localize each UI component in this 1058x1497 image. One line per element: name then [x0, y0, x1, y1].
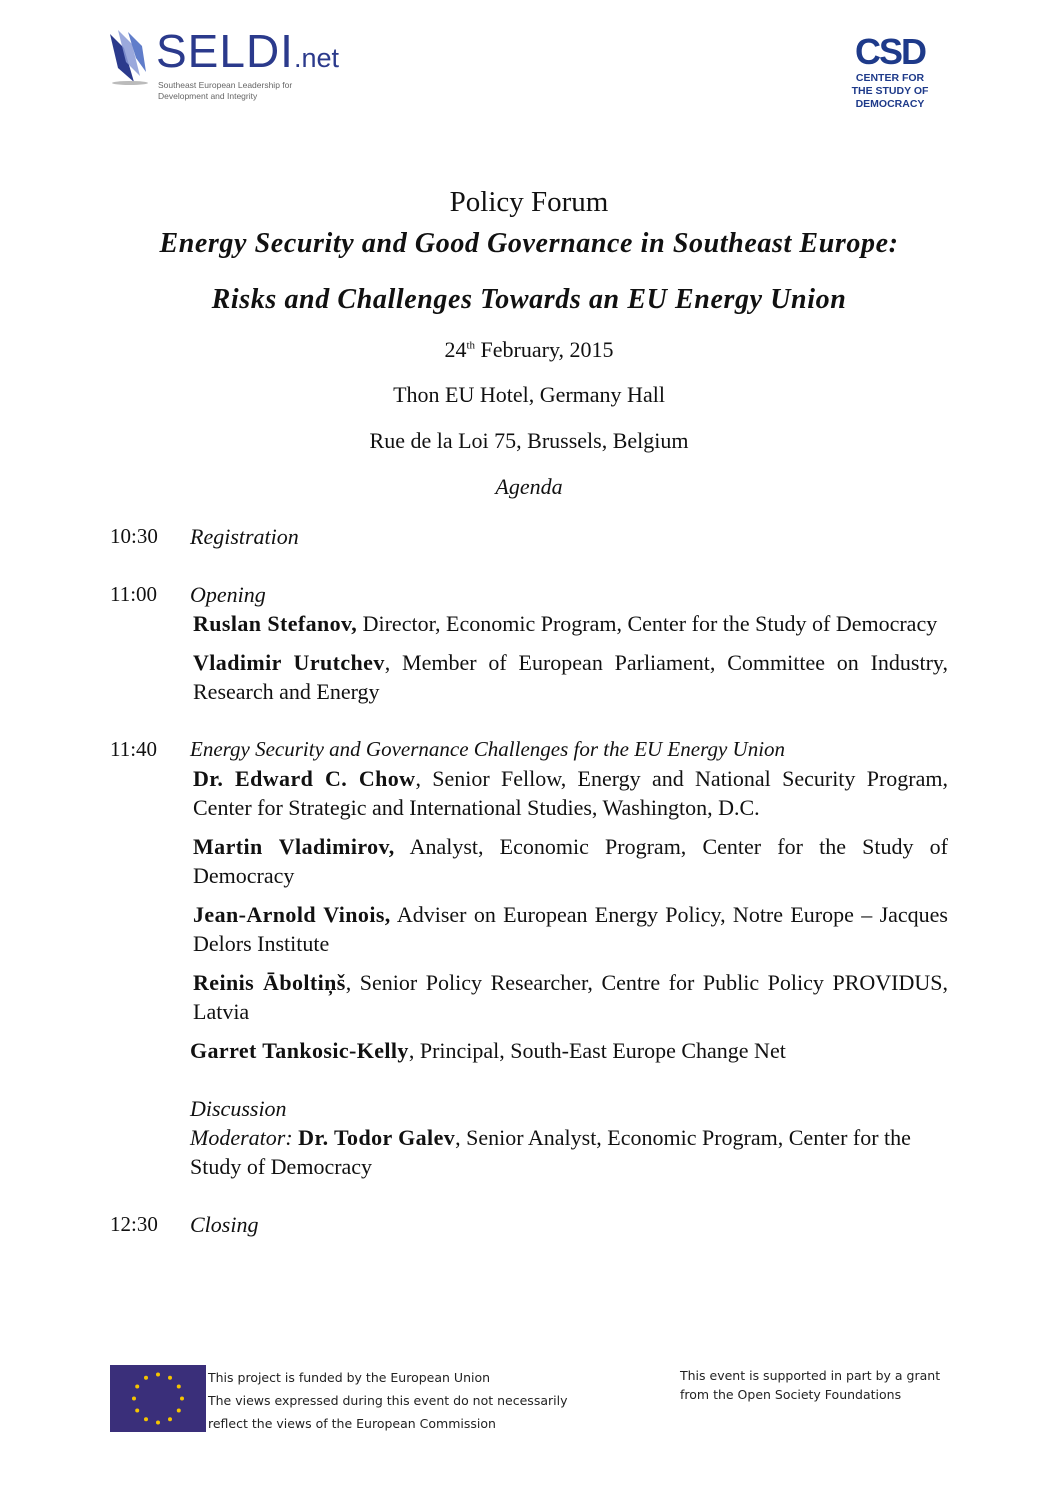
speaker-affiliation: , Member of European Parliament, Committee on Industry, Research and Energy [193, 650, 948, 704]
speaker-name: Dr. Edward C. Chow [193, 766, 416, 791]
date-day: 24 [444, 337, 467, 362]
agenda-item [0, 1210, 948, 1239]
agenda-item [0, 735, 948, 1181]
speaker [193, 900, 948, 958]
event-address: Rue de la Loi 75, Brussels, Belgium [369, 428, 689, 453]
agenda-time: 11:40 [110, 737, 158, 761]
speaker-affiliation: , Principal, South-East Europe Change Net [408, 1038, 786, 1063]
speaker-name: Ruslan Stefanov, [193, 611, 358, 636]
csd-line: THE STUDY OF [851, 85, 929, 97]
event-type: Policy Forum [449, 186, 609, 218]
seldi-logo [108, 26, 368, 108]
eu-star-icon [177, 1385, 181, 1389]
event-date [0, 337, 1058, 363]
moderator-label: Moderator: [190, 1125, 293, 1150]
footer-line: This event is supported in part by a grant [680, 1368, 941, 1383]
moderator-name: Dr. Todor Galev [298, 1125, 456, 1150]
eu-star-icon [135, 1409, 139, 1413]
seldi-suffix: .net [293, 43, 339, 73]
seldi-name: SELDI [156, 25, 294, 77]
csd-line: CENTER FOR [855, 72, 925, 84]
eu-star-icon [144, 1417, 148, 1421]
speaker-affiliation: Adviser on European Energy Policy, Notre Europe – Jacques Delors Institute [193, 902, 948, 956]
speaker-name: Garret Tankosic-Kelly [190, 1038, 409, 1063]
date-rest: February, 2015 [475, 337, 614, 362]
speaker-name: Martin Vladimirov, [193, 834, 395, 859]
speaker [193, 648, 948, 706]
speaker-name: Reinis Āboltiņš [193, 970, 346, 995]
seldi-wordmark [156, 26, 339, 88]
seldi-tagline: Development and Integrity [158, 91, 258, 101]
event-title: Energy Security and Good Governance in Southeast Europe: [159, 228, 899, 259]
agenda-item-title: Opening [190, 582, 266, 607]
seldi-emblem-icon [108, 28, 154, 88]
moderator-affiliation: , Senior Analyst, Economic Program, Center for the Study of Democracy [190, 1125, 911, 1179]
speaker-affiliation: , Senior Policy Researcher, Centre for Public Policy PROVIDUS, Latvia [193, 970, 948, 1024]
speaker-affiliation: , Senior Fellow, Energy and National Security Program, Center for Strategic and International Studies, Washington, D.C. [193, 766, 948, 820]
eu-star-icon [132, 1397, 136, 1401]
date-suffix: th [466, 339, 476, 352]
footer-line: reflect the views of the European Commission [208, 1416, 496, 1431]
discussion-label: Discussion [190, 1096, 287, 1121]
moderator [190, 1123, 940, 1181]
osf-note [680, 1366, 940, 1404]
agenda-item-title: Energy Security and Governance Challenges for the EU Energy Union [190, 737, 786, 761]
agenda-heading: Agenda [495, 474, 563, 499]
eu-star-icon [168, 1376, 172, 1380]
speaker [193, 764, 948, 822]
footer-line: This project is funded by the European Union [208, 1370, 491, 1385]
eu-star-icon [177, 1409, 181, 1413]
agenda-time: 10:30 [110, 524, 158, 548]
agenda-item [0, 580, 948, 706]
speaker [190, 1036, 945, 1065]
speaker-affiliation: Analyst, Economic Program, Center for the Study of Democracy [193, 834, 948, 888]
eu-star-icon [156, 1373, 160, 1377]
seldi-taglines [158, 80, 292, 102]
footer-line: from the Open Society Foundations [680, 1387, 902, 1402]
csd-mark: CSD [854, 31, 925, 72]
agenda [0, 522, 1058, 1239]
event-subtitle: Risks and Challenges Towards an EU Energy Union [211, 284, 847, 315]
footer-line: The views expressed during this event do not necessarily [208, 1393, 568, 1408]
eu-star-icon [135, 1385, 139, 1389]
agenda-item [0, 522, 948, 551]
speaker-affiliation: Director, Economic Program, Center for the Study of Democracy [357, 611, 938, 636]
speaker [193, 832, 948, 890]
speaker-name: Vladimir Urutchev [193, 650, 385, 675]
eu-flag-icon [110, 1365, 206, 1432]
eu-star-icon [180, 1397, 184, 1401]
agenda-item-title: Registration [190, 524, 299, 549]
event-venue: Thon EU Hotel, Germany Hall [393, 382, 665, 407]
agenda-time: 11:00 [110, 582, 158, 606]
eu-star-icon [156, 1421, 160, 1425]
eu-star-icon [144, 1376, 148, 1380]
agenda-item-title: Closing [190, 1212, 259, 1237]
speaker-name: Jean-Arnold Vinois, [193, 902, 391, 927]
eu-star-icon [168, 1417, 172, 1421]
seldi-tagline: Southeast European Leadership for [158, 80, 293, 90]
csd-line: DEMOCRACY [855, 98, 925, 110]
agenda-time: 12:30 [110, 1212, 158, 1236]
eu-funding-note [208, 1366, 567, 1435]
speaker [193, 968, 948, 1026]
csd-logo [840, 32, 940, 120]
speaker [193, 609, 948, 638]
